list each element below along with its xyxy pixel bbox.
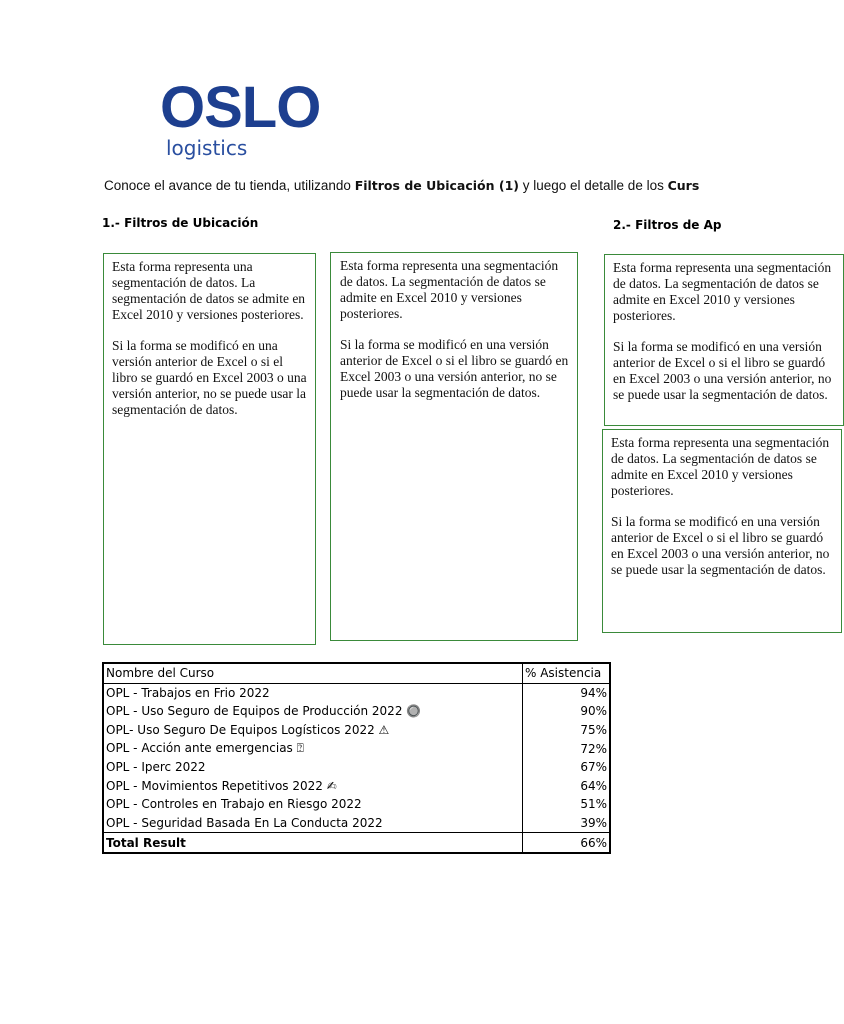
total-row (103, 833, 610, 853)
course-name[interactable]: OPL - Uso Seguro de Equipos de Producción 2022 🔘 (106, 704, 422, 719)
table-row (103, 683, 610, 702)
slicer-placeholder-2[interactable]: Esta forma representa una segmentación de datos. La segmentación de datos se admite en Excel 2010 y versiones posteriores. Si la forma se modificó en una versión anterior de Excel o si el libro se guardó en Excel 2003 o una versión anterior, no se puede usar la segmentación de datos. (330, 252, 578, 641)
course-name[interactable]: OPL- Uso Seguro De Equipos Logísticos 2022 ⚠ (106, 723, 390, 738)
attendance-pct[interactable]: 94% (523, 683, 611, 702)
logo-subtitle: logistics (166, 136, 248, 160)
course-name[interactable]: OPL - Seguridad Basada En La Conducta 2022 (106, 816, 383, 831)
table-row (103, 795, 610, 814)
header-course-name[interactable]: Nombre del Curso (103, 663, 523, 683)
logo-wordmark: OSLO (160, 75, 321, 140)
table-row (103, 739, 610, 758)
total-pct[interactable]: 66% (523, 833, 611, 853)
attendance-pct[interactable]: 64% (523, 777, 611, 796)
table-row (103, 814, 610, 833)
course-name[interactable]: OPL - Trabajos en Frio 2022 (106, 685, 270, 700)
course-name[interactable]: OPL - Acción ante emergencias ⍰ (106, 741, 304, 756)
slicer-placeholder-4[interactable]: Esta forma representa una segmentación de datos. La segmentación de datos se admite en Excel 2010 y versiones posteriores. Si la forma se modificó en una versión anterior de Excel o si el libro se guardó en Excel 2003 o una versión anterior, no se puede usar la segmentación de datos. (602, 429, 842, 633)
section-2-title: 2.- Filtros de Ap (613, 218, 722, 232)
table-header-row (103, 663, 610, 683)
attendance-pct[interactable]: 51% (523, 795, 611, 814)
course-name[interactable]: OPL - Controles en Trabajo en Riesgo 2022 (106, 797, 362, 812)
section-1-title: 1.- Filtros de Ubicación (102, 216, 259, 230)
slicer-placeholder-1[interactable]: Esta forma representa una segmentación de datos. La segmentación de datos se admite en Excel 2010 y versiones posteriores. Si la forma se modificó en una versión anterior de Excel o si el libro se guardó en Excel 2003 o una versión anterior, no se puede usar la segmentación de datos. (103, 253, 316, 645)
table-row (103, 721, 610, 740)
table-row (103, 758, 610, 777)
total-label[interactable]: Total Result (103, 833, 523, 853)
table-row (103, 777, 610, 796)
course-name[interactable]: OPL - Movimientos Repetitivos 2022 ✍ (106, 778, 337, 793)
attendance-pct[interactable]: 72% (523, 739, 611, 758)
table-row (103, 702, 610, 721)
intro-text: Conoce el avance de tu tienda, utilizando Filtros de Ubicación (1) y luego el detalle de los Curs (104, 178, 700, 193)
attendance-pct[interactable]: 90% (523, 702, 611, 721)
attendance-pct[interactable]: 39% (523, 814, 611, 833)
slicer-placeholder-3[interactable]: Esta forma representa una segmentación de datos. La segmentación de datos se admite en Excel 2010 y versiones posteriores. Si la forma se modificó en una versión anterior de Excel o si el libro se guardó en Excel 2003 o una versión anterior, no se puede usar la segmentación de datos. (604, 254, 844, 426)
pivot-table (102, 662, 611, 854)
course-name[interactable]: OPL - Iperc 2022 (106, 760, 206, 775)
oslo-logo (160, 75, 370, 170)
attendance-pct[interactable]: 75% (523, 721, 611, 740)
header-attendance[interactable]: % Asistencia (523, 663, 611, 683)
attendance-pct[interactable]: 67% (523, 758, 611, 777)
